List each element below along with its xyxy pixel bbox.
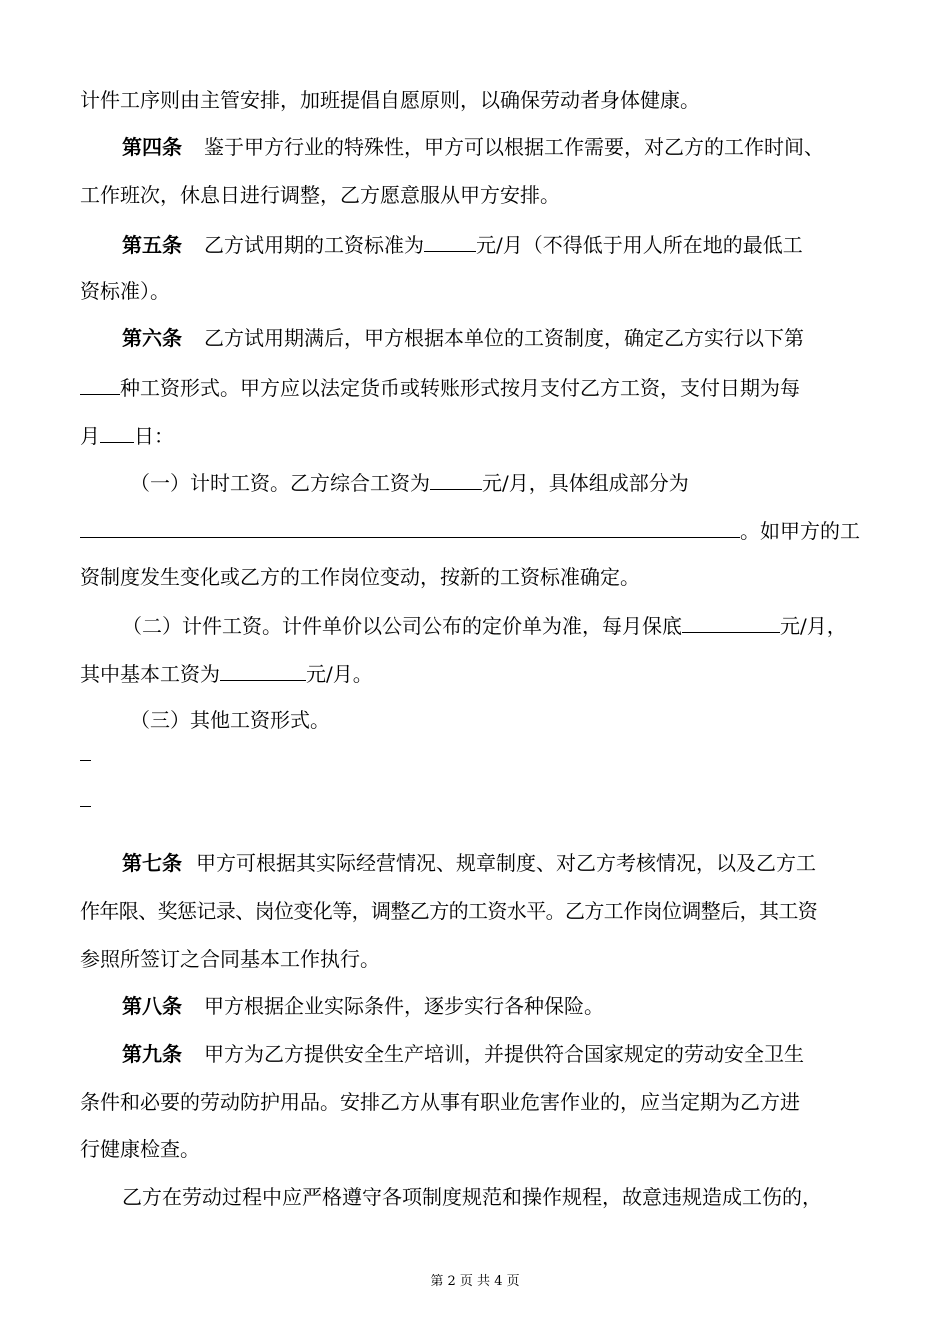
blank-line-stub [80,760,91,761]
text: 作年限、奖惩记录、岗位变化等，调整乙方的工资水平。乙方工作岗位调整后，其工资 [80,899,818,923]
text: 元/月， [780,614,847,638]
text: 行健康检查。 [80,1137,200,1161]
paragraph-line [122,1185,822,1209]
article-4-heading: 第四条 [122,135,182,159]
text: 资制度发生变化或乙方的工作岗位变动，按新的工资标准确定。 [80,565,640,589]
blank-line-stub [80,806,91,807]
text: （一）计时工资。乙方综合工资为 [130,471,430,495]
sub-item-2-line-1 [122,612,847,638]
blank-field [424,231,476,252]
article-5-line-1 [122,231,803,257]
text: 月 [80,424,100,448]
text: 参照所签订之合同基本工作执行。 [80,947,380,971]
article-6-line-1 [122,326,804,350]
text: 。如甲方的工 [740,519,860,543]
text: 甲方可根据其实际经营情况、规章制度、对乙方考核情况，以及乙方工 [196,851,816,875]
text: 甲方根据企业实际条件，逐步实行各种保险。 [204,994,604,1018]
sub-item-2-line-2 [80,660,373,686]
article-7-line-3 [80,947,380,971]
blank-field [80,517,740,538]
article-8-heading: 第八条 [122,994,182,1018]
article-9-line-2 [80,1090,800,1114]
sub-item-1-line-1 [130,469,689,495]
text: 元/月（不得低于用人所在地的最低工 [476,233,803,257]
article-5-line-2 [80,279,170,303]
article-7-line-1 [122,851,816,875]
article-6-line-2 [80,374,800,400]
text: （三）其他工资形式。 [130,708,330,732]
text: 元/月，具体组成部分为 [482,471,689,495]
article-9-heading: 第九条 [122,1042,182,1066]
text: 乙方试用期的工资标准为 [204,233,424,257]
blank-field [220,660,306,681]
page-number: 第 2 页 共 4 页 [430,1274,520,1289]
text: 条件和必要的劳动防护用品。安排乙方从事有职业危害作业的，应当定期为乙方进 [80,1090,800,1114]
text: （二）计件工资。计件单价以公司公布的定价单为准，每月保底 [122,614,682,638]
article-4-line-2 [80,183,560,207]
text: 工作班次，休息日进行调整，乙方愿意服从甲方安排。 [80,183,560,207]
article-5-heading: 第五条 [122,233,182,257]
blank-field [100,422,134,443]
text: 资标准）。 [80,279,170,303]
article-9-line-3 [80,1137,200,1161]
text: 元/月。 [306,662,373,686]
text: 乙方在劳动过程中应严格遵守各项制度规范和操作规程，故意违规造成工伤的， [122,1185,822,1209]
blank-field [430,469,482,490]
sub-item-1-line-2 [80,517,860,543]
text: 鉴于甲方行业的特殊性，甲方可以根据工作需要，对乙方的工作时间、 [204,135,824,159]
article-8-line-1 [122,994,604,1018]
paragraph-line [80,88,700,112]
sub-item-1-line-3 [80,565,640,589]
text: 种工资形式。甲方应以法定货币或转账形式按月支付乙方工资，支付日期为每 [120,376,800,400]
article-4-line-1 [122,135,824,159]
article-6-heading: 第六条 [122,326,182,350]
text: 其中基本工资为 [80,662,220,686]
text: 甲方为乙方提供安全生产培训，并提供符合国家规定的劳动安全卫生 [204,1042,804,1066]
article-7-line-2 [80,899,817,923]
text: 乙方试用期满后，甲方根据本单位的工资制度，确定乙方实行以下第 [204,326,804,350]
text: 日： [134,424,174,448]
article-6-line-3 [80,422,174,448]
sub-item-3-line-1 [130,708,330,732]
article-9-line-1 [122,1042,804,1066]
text: 计件工序则由主管安排，加班提倡自愿原则，以确保劳动者身体健康。 [80,88,700,112]
article-7-heading: 第七条 [122,851,182,875]
blank-field [682,612,780,633]
blank-field [80,374,120,395]
